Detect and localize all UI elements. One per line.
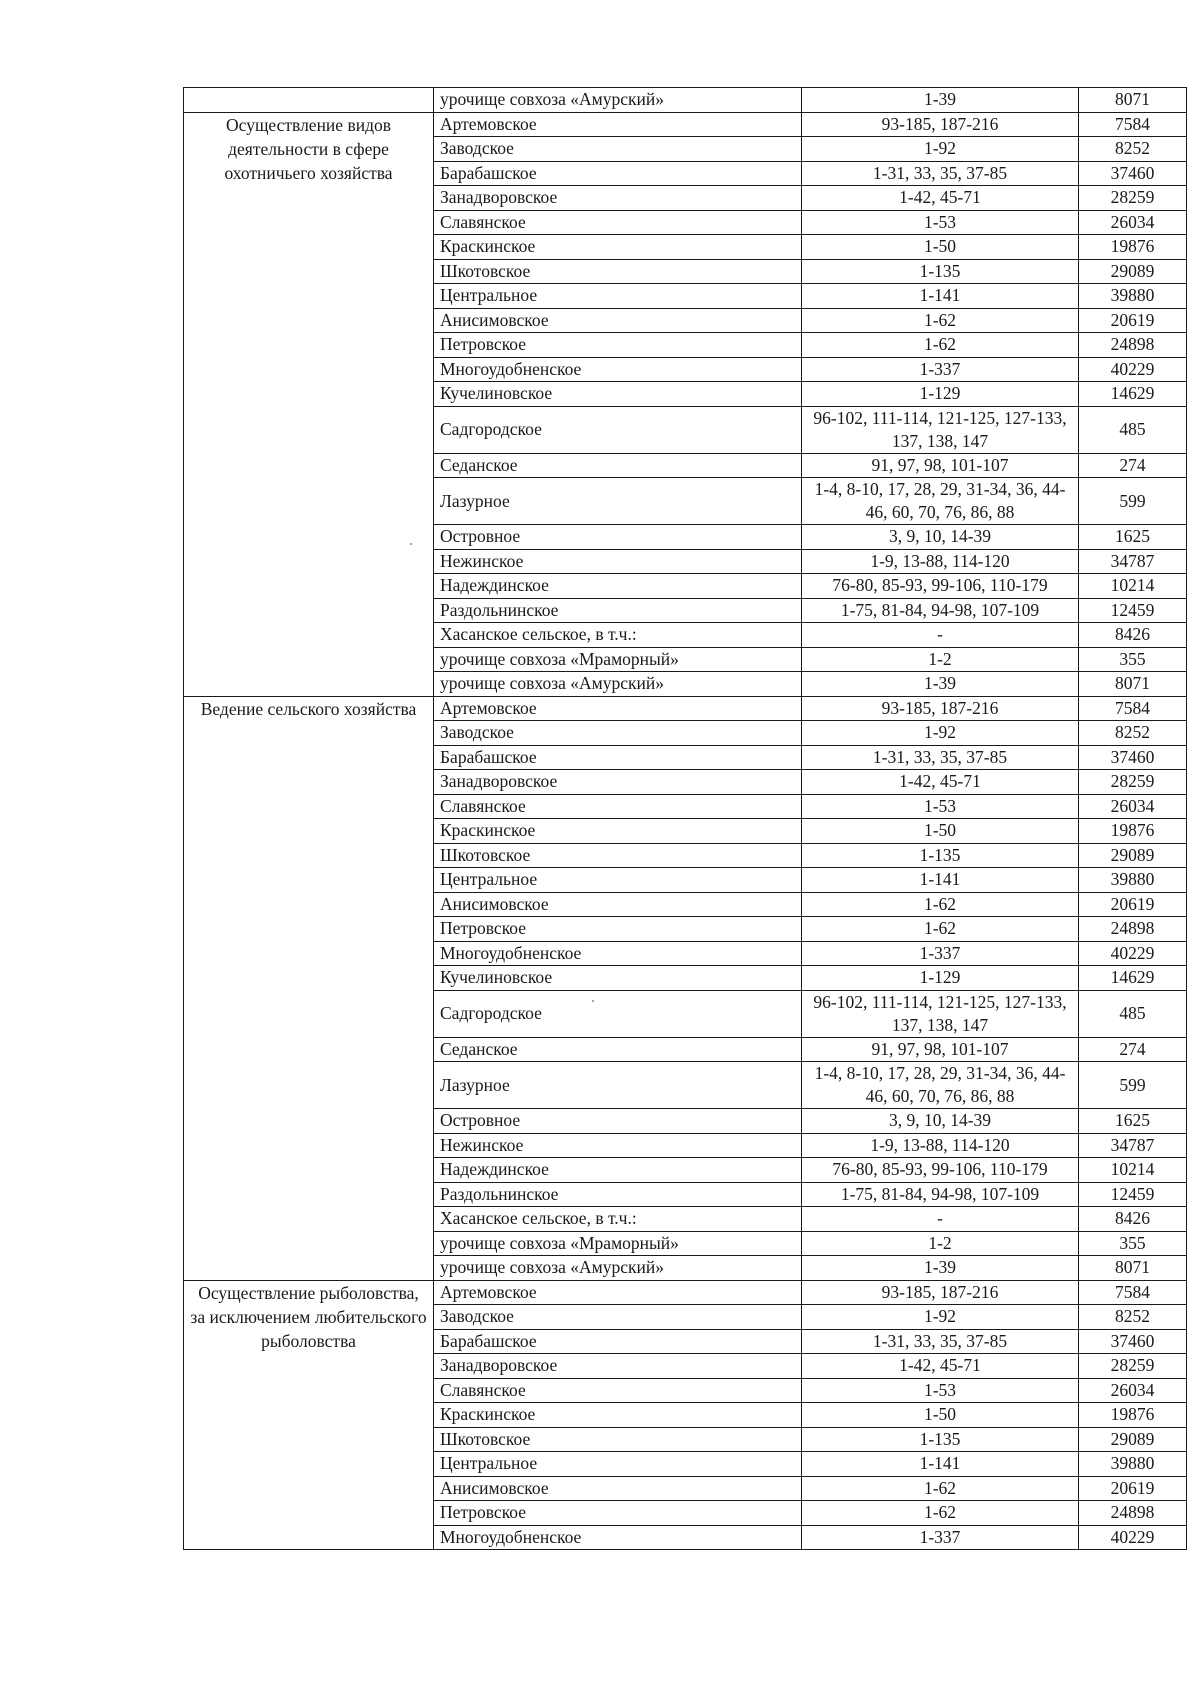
area-cell: 485 <box>1079 990 1187 1037</box>
quarter-range-cell: 1-50 <box>802 819 1079 844</box>
district-name-cell: Многоудобненское <box>434 1525 802 1550</box>
area-cell: 599 <box>1079 1062 1187 1109</box>
quarter-range-cell: 1-39 <box>802 1256 1079 1281</box>
quarter-range-cell: 1-337 <box>802 1525 1079 1550</box>
area-cell: 26034 <box>1079 1378 1187 1403</box>
area-cell: 28259 <box>1079 770 1187 795</box>
quarter-range-cell: 1-75, 81-84, 94-98, 107-109 <box>802 598 1079 623</box>
area-cell: 274 <box>1079 1037 1187 1062</box>
quarter-range-cell: 1-135 <box>802 259 1079 284</box>
quarter-range-cell: 1-2 <box>802 647 1079 672</box>
area-cell: 8252 <box>1079 721 1187 746</box>
quarter-range-cell: 1-129 <box>802 966 1079 991</box>
district-name-cell: Седанское <box>434 1037 802 1062</box>
area-cell: 7584 <box>1079 112 1187 137</box>
quarter-range-cell: 91, 97, 98, 101-107 <box>802 453 1079 478</box>
district-name-cell: Лазурное <box>434 1062 802 1109</box>
area-cell: 12459 <box>1079 1182 1187 1207</box>
area-cell: 12459 <box>1079 598 1187 623</box>
area-cell: 599 <box>1079 478 1187 525</box>
quarter-range-cell: 93-185, 187-216 <box>802 112 1079 137</box>
area-cell: 20619 <box>1079 1476 1187 1501</box>
quarter-range-cell: 1-53 <box>802 210 1079 235</box>
area-cell: 39880 <box>1079 284 1187 309</box>
quarter-range-cell: 3, 9, 10, 14-39 <box>802 1109 1079 1134</box>
quarter-range-cell: 1-135 <box>802 843 1079 868</box>
area-cell: 1625 <box>1079 1109 1187 1134</box>
quarter-range-cell: 1-31, 33, 35, 37-85 <box>802 745 1079 770</box>
quarter-range-cell: 1-92 <box>802 1305 1079 1330</box>
district-name-cell: Седанское <box>434 453 802 478</box>
forestry-table <box>183 87 1187 1550</box>
district-name-cell: Занадворовское <box>434 186 802 211</box>
area-cell: 19876 <box>1079 819 1187 844</box>
area-cell: 40229 <box>1079 1525 1187 1550</box>
area-cell: 19876 <box>1079 1403 1187 1428</box>
district-name-cell: Кучелиновское <box>434 966 802 991</box>
quarter-range-cell: 1-92 <box>802 137 1079 162</box>
quarter-range-cell: 1-9, 13-88, 114-120 <box>802 549 1079 574</box>
quarter-range-cell: 1-141 <box>802 284 1079 309</box>
area-cell: 355 <box>1079 647 1187 672</box>
area-cell: 8426 <box>1079 1207 1187 1232</box>
area-cell: 8071 <box>1079 1256 1187 1281</box>
quarter-range-cell: 1-31, 33, 35, 37-85 <box>802 1329 1079 1354</box>
quarter-range-cell: 1-42, 45-71 <box>802 1354 1079 1379</box>
quarter-range-cell: 1-50 <box>802 1403 1079 1428</box>
quarter-range-cell: 91, 97, 98, 101-107 <box>802 1037 1079 1062</box>
district-name-cell: Анисимовское <box>434 892 802 917</box>
scan-speck <box>410 543 412 545</box>
district-name-cell: Раздольнинское <box>434 598 802 623</box>
area-cell: 24898 <box>1079 917 1187 942</box>
district-name-cell: Заводское <box>434 137 802 162</box>
quarter-range-cell: 1-9, 13-88, 114-120 <box>802 1133 1079 1158</box>
area-cell: 485 <box>1079 406 1187 453</box>
quarter-range-cell: 1-62 <box>802 308 1079 333</box>
quarter-range-cell: 1-135 <box>802 1427 1079 1452</box>
district-name-cell: Барабашское <box>434 1329 802 1354</box>
quarter-range-cell: 1-53 <box>802 1378 1079 1403</box>
quarter-range-cell: 1-53 <box>802 794 1079 819</box>
area-cell: 8071 <box>1079 672 1187 697</box>
quarter-range-cell: 1-75, 81-84, 94-98, 107-109 <box>802 1182 1079 1207</box>
district-name-cell: урочище совхоза «Амурский» <box>434 672 802 697</box>
area-cell: 7584 <box>1079 1280 1187 1305</box>
district-name-cell: Занадворовское <box>434 1354 802 1379</box>
quarter-range-cell: 1-31, 33, 35, 37-85 <box>802 161 1079 186</box>
quarter-range-cell: 76-80, 85-93, 99-106, 110-179 <box>802 574 1079 599</box>
area-cell: 1625 <box>1079 525 1187 550</box>
district-name-cell: Артемовское <box>434 112 802 137</box>
district-name-cell: Многоудобненское <box>434 357 802 382</box>
district-name-cell: Лазурное <box>434 478 802 525</box>
district-name-cell: Надеждинское <box>434 1158 802 1183</box>
quarter-range-cell: 1-62 <box>802 1476 1079 1501</box>
district-name-cell: Кучелиновское <box>434 382 802 407</box>
activity-cell <box>184 88 434 113</box>
district-name-cell: Садгородское <box>434 990 802 1037</box>
quarter-range-cell: 1-62 <box>802 892 1079 917</box>
activity-cell: Осуществление рыболовства, за исключением любительского рыболовства <box>184 1280 434 1550</box>
quarter-range-cell: 3, 9, 10, 14-39 <box>802 525 1079 550</box>
quarter-range-cell: 1-337 <box>802 941 1079 966</box>
quarter-range-cell: 93-185, 187-216 <box>802 696 1079 721</box>
area-cell: 7584 <box>1079 696 1187 721</box>
district-name-cell: Островное <box>434 525 802 550</box>
area-cell: 20619 <box>1079 308 1187 333</box>
quarter-range-cell: 1-50 <box>802 235 1079 260</box>
district-name-cell: урочище совхоза «Мраморный» <box>434 647 802 672</box>
area-cell: 8252 <box>1079 1305 1187 1330</box>
area-cell: 274 <box>1079 453 1187 478</box>
area-cell: 24898 <box>1079 333 1187 358</box>
district-name-cell: Краскинское <box>434 235 802 260</box>
area-cell: 14629 <box>1079 966 1187 991</box>
area-cell: 34787 <box>1079 1133 1187 1158</box>
district-name-cell: Шкотовское <box>434 1427 802 1452</box>
area-cell: 29089 <box>1079 1427 1187 1452</box>
district-name-cell: Нежинское <box>434 1133 802 1158</box>
district-name-cell: Петровское <box>434 333 802 358</box>
quarter-range-cell: 1-42, 45-71 <box>802 186 1079 211</box>
district-name-cell: Центральное <box>434 1452 802 1477</box>
area-cell: 24898 <box>1079 1501 1187 1526</box>
area-cell: 26034 <box>1079 794 1187 819</box>
area-cell: 8426 <box>1079 623 1187 648</box>
area-cell: 26034 <box>1079 210 1187 235</box>
area-cell: 28259 <box>1079 1354 1187 1379</box>
quarter-range-cell: 1-337 <box>802 357 1079 382</box>
area-cell: 29089 <box>1079 843 1187 868</box>
district-name-cell: Нежинское <box>434 549 802 574</box>
area-cell: 8252 <box>1079 137 1187 162</box>
quarter-range-cell: 1-42, 45-71 <box>802 770 1079 795</box>
quarter-range-cell: 1-39 <box>802 672 1079 697</box>
quarter-range-cell: 1-141 <box>802 1452 1079 1477</box>
district-name-cell: Заводское <box>434 721 802 746</box>
district-name-cell: Шкотовское <box>434 843 802 868</box>
quarter-range-cell: 96-102, 111-114, 121-125, 127-133, 137, 138, 147 <box>802 990 1079 1037</box>
district-name-cell: Артемовское <box>434 1280 802 1305</box>
quarter-range-cell: - <box>802 623 1079 648</box>
activity-cell: Осуществление видов деятельности в сфере охотничьего хозяйства <box>184 112 434 696</box>
district-name-cell: Краскинское <box>434 819 802 844</box>
district-name-cell: Славянское <box>434 1378 802 1403</box>
district-name-cell: Надеждинское <box>434 574 802 599</box>
district-name-cell: урочище совхоза «Амурский» <box>434 88 802 113</box>
area-cell: 34787 <box>1079 549 1187 574</box>
district-name-cell: Артемовское <box>434 696 802 721</box>
quarter-range-cell: 1-62 <box>802 1501 1079 1526</box>
table-row <box>184 112 1187 137</box>
table-row <box>184 1280 1187 1305</box>
area-cell: 14629 <box>1079 382 1187 407</box>
district-name-cell: Центральное <box>434 868 802 893</box>
activity-cell: Ведение сельского хозяйства <box>184 696 434 1280</box>
district-name-cell: Краскинское <box>434 1403 802 1428</box>
quarter-range-cell: 1-141 <box>802 868 1079 893</box>
district-name-cell: Многоудобненское <box>434 941 802 966</box>
area-cell: 19876 <box>1079 235 1187 260</box>
area-cell: 10214 <box>1079 1158 1187 1183</box>
area-cell: 355 <box>1079 1231 1187 1256</box>
quarter-range-cell: 1-92 <box>802 721 1079 746</box>
area-cell: 29089 <box>1079 259 1187 284</box>
district-name-cell: Занадворовское <box>434 770 802 795</box>
table-row <box>184 696 1187 721</box>
area-cell: 28259 <box>1079 186 1187 211</box>
scan-speck <box>592 1000 594 1002</box>
area-cell: 37460 <box>1079 1329 1187 1354</box>
quarter-range-cell: 1-4, 8-10, 17, 28, 29, 31-34, 36, 44-46, 60, 70, 76, 86, 88 <box>802 478 1079 525</box>
district-name-cell: Петровское <box>434 917 802 942</box>
district-name-cell: Петровское <box>434 1501 802 1526</box>
district-name-cell: Шкотовское <box>434 259 802 284</box>
district-name-cell: Хасанское сельское, в т.ч.: <box>434 623 802 648</box>
quarter-range-cell: 1-2 <box>802 1231 1079 1256</box>
area-cell: 39880 <box>1079 868 1187 893</box>
area-cell: 40229 <box>1079 941 1187 966</box>
area-cell: 40229 <box>1079 357 1187 382</box>
area-cell: 20619 <box>1079 892 1187 917</box>
district-name-cell: Барабашское <box>434 161 802 186</box>
district-name-cell: Славянское <box>434 794 802 819</box>
district-name-cell: Анисимовское <box>434 308 802 333</box>
quarter-range-cell: 1-39 <box>802 88 1079 113</box>
district-name-cell: Островное <box>434 1109 802 1134</box>
district-name-cell: Заводское <box>434 1305 802 1330</box>
area-cell: 10214 <box>1079 574 1187 599</box>
district-name-cell: урочище совхоза «Мраморный» <box>434 1231 802 1256</box>
table-row <box>184 88 1187 113</box>
district-name-cell: Хасанское сельское, в т.ч.: <box>434 1207 802 1232</box>
quarter-range-cell: 1-129 <box>802 382 1079 407</box>
district-name-cell: Славянское <box>434 210 802 235</box>
quarter-range-cell: 93-185, 187-216 <box>802 1280 1079 1305</box>
table-body <box>184 88 1187 1550</box>
quarter-range-cell: - <box>802 1207 1079 1232</box>
quarter-range-cell: 76-80, 85-93, 99-106, 110-179 <box>802 1158 1079 1183</box>
quarter-range-cell: 1-62 <box>802 333 1079 358</box>
area-cell: 37460 <box>1079 745 1187 770</box>
district-name-cell: Анисимовское <box>434 1476 802 1501</box>
district-name-cell: Раздольнинское <box>434 1182 802 1207</box>
quarter-range-cell: 96-102, 111-114, 121-125, 127-133, 137, 138, 147 <box>802 406 1079 453</box>
district-name-cell: урочище совхоза «Амурский» <box>434 1256 802 1281</box>
area-cell: 8071 <box>1079 88 1187 113</box>
area-cell: 37460 <box>1079 161 1187 186</box>
district-name-cell: Садгородское <box>434 406 802 453</box>
district-name-cell: Барабашское <box>434 745 802 770</box>
district-name-cell: Центральное <box>434 284 802 309</box>
quarter-range-cell: 1-4, 8-10, 17, 28, 29, 31-34, 36, 44-46, 60, 70, 76, 86, 88 <box>802 1062 1079 1109</box>
quarter-range-cell: 1-62 <box>802 917 1079 942</box>
area-cell: 39880 <box>1079 1452 1187 1477</box>
